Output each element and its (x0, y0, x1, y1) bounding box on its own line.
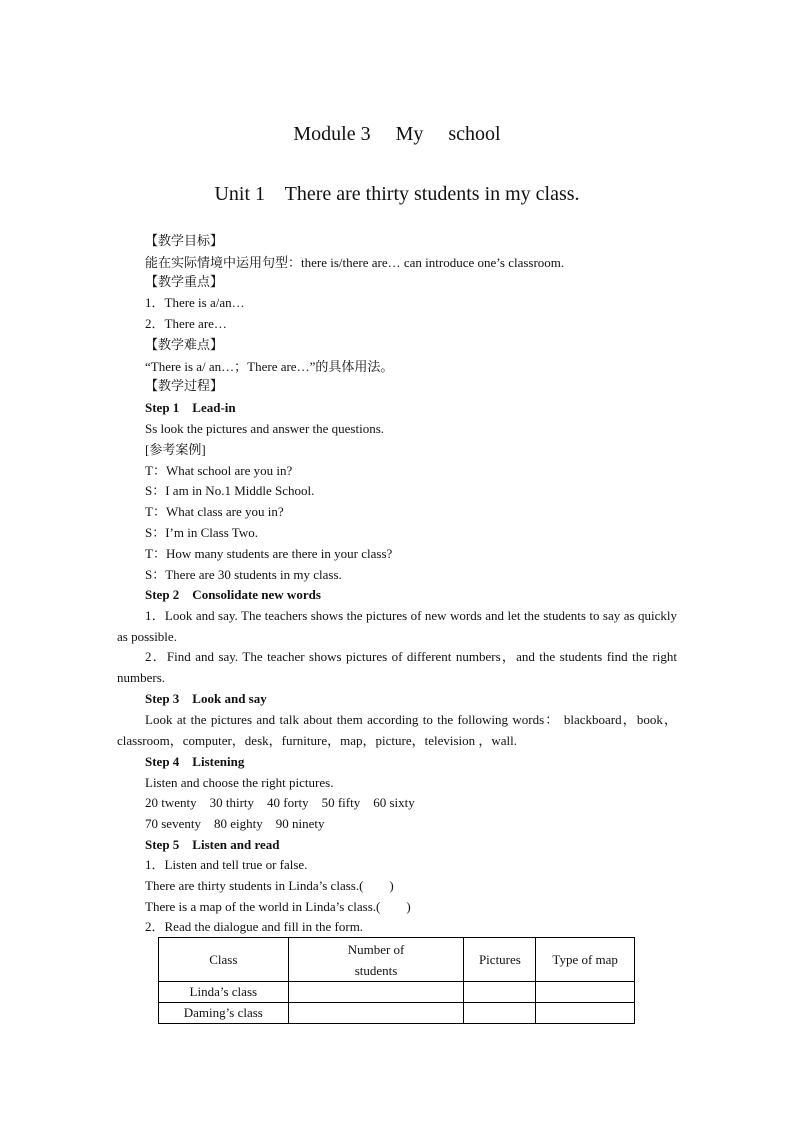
row-class-cell: Daming’s class (159, 1003, 289, 1024)
header-type-of-map: Type of map (536, 938, 635, 982)
key-point-1: 1．There is a/an… (145, 295, 245, 310)
key-heading: 【教学重点】 (145, 275, 224, 290)
header-number-of-students: Number of students (288, 938, 464, 982)
key-point-2: 2．There are… (145, 316, 227, 331)
process-heading: 【教学过程】 (145, 379, 224, 394)
unit-title: Unit 1 There are thirty students in my class. (214, 183, 580, 205)
goal-heading: 【教学目标】 (145, 234, 224, 249)
blank-cell[interactable] (464, 982, 536, 1003)
step-3-heading: Step 3 Look and say (145, 691, 267, 706)
blank-cell[interactable] (464, 1003, 536, 1024)
header-pictures: Pictures (464, 938, 536, 982)
header-class: Class (159, 938, 289, 982)
dialogue-line: S：I’m in Class Two. (145, 525, 258, 540)
step-5-heading: Step 5 Listen and read (145, 837, 280, 852)
case-heading: [参考案例] (145, 442, 206, 457)
step-4-text: Listen and choose the right pictures. (145, 775, 334, 790)
dialogue-line: T：How many students are there in your class? (145, 546, 393, 561)
blank-cell[interactable] (288, 1003, 464, 1024)
numbers-line-2: 70 seventy 80 eighty 90 ninety (145, 816, 325, 831)
numbers-line-1: 20 twenty 30 thirty 40 forty 50 fifty 60 sixty (145, 795, 415, 810)
module-word-my: My (395, 123, 424, 145)
module-word-school: school (448, 123, 501, 145)
dialogue-line: S：There are 30 students in my class. (145, 567, 342, 582)
module-title (0, 123, 794, 146)
row-class-cell: Linda’s class (159, 982, 289, 1003)
true-false-item-2: There is a map of the world in Linda’s class.( ) (145, 899, 411, 914)
blank-cell[interactable] (288, 982, 464, 1003)
difficulty-text: “There is a/ an…；There are…”的具体用法。 (145, 359, 394, 374)
blank-cell[interactable] (536, 1003, 635, 1024)
true-false-item-1: There are thirty students in Linda’s class.( ) (145, 878, 394, 893)
table-row (159, 1003, 635, 1024)
step-5-task-1: 1．Listen and tell true or false. (145, 857, 308, 872)
table-row (159, 982, 635, 1003)
step-2-paragraph-2: 2．Find and say. The teacher shows pictures of different numbers，and the students find the right numbers. (117, 649, 677, 685)
goal-text: 能在实际情境中运用句型：there is/there are… can introduce one’s classroom. (145, 255, 565, 270)
fill-in-form-table (158, 937, 635, 1024)
table-header-row (159, 938, 635, 982)
difficulty-heading: 【教学难点】 (145, 338, 224, 353)
step-4-heading: Step 4 Listening (145, 754, 245, 769)
step-1-heading: Step 1 Lead-in (145, 400, 236, 415)
dialogue-line: T：What school are you in? (145, 463, 293, 478)
dialogue-line: S：I am in No.1 Middle School. (145, 483, 315, 498)
module-number: Module 3 (293, 123, 371, 145)
blank-cell[interactable] (536, 982, 635, 1003)
step-1-text: Ss look the pictures and answer the questions. (145, 421, 385, 436)
dialogue-line: T：What class are you in? (145, 504, 284, 519)
step-2-paragraph-1: 1．Look and say. The teachers shows the pictures of new words and let the students to say as quickly as possible. (117, 608, 677, 644)
step-3-paragraph: Look at the pictures and talk about them according to the following words： blackboard，book，classroom，computer，desk，furniture，map，picture，television ，wall. (117, 712, 677, 748)
step-5-task-2: 2．Read the dialogue and fill in the form. (145, 919, 364, 934)
step-2-heading: Step 2 Consolidate new words (145, 587, 321, 602)
